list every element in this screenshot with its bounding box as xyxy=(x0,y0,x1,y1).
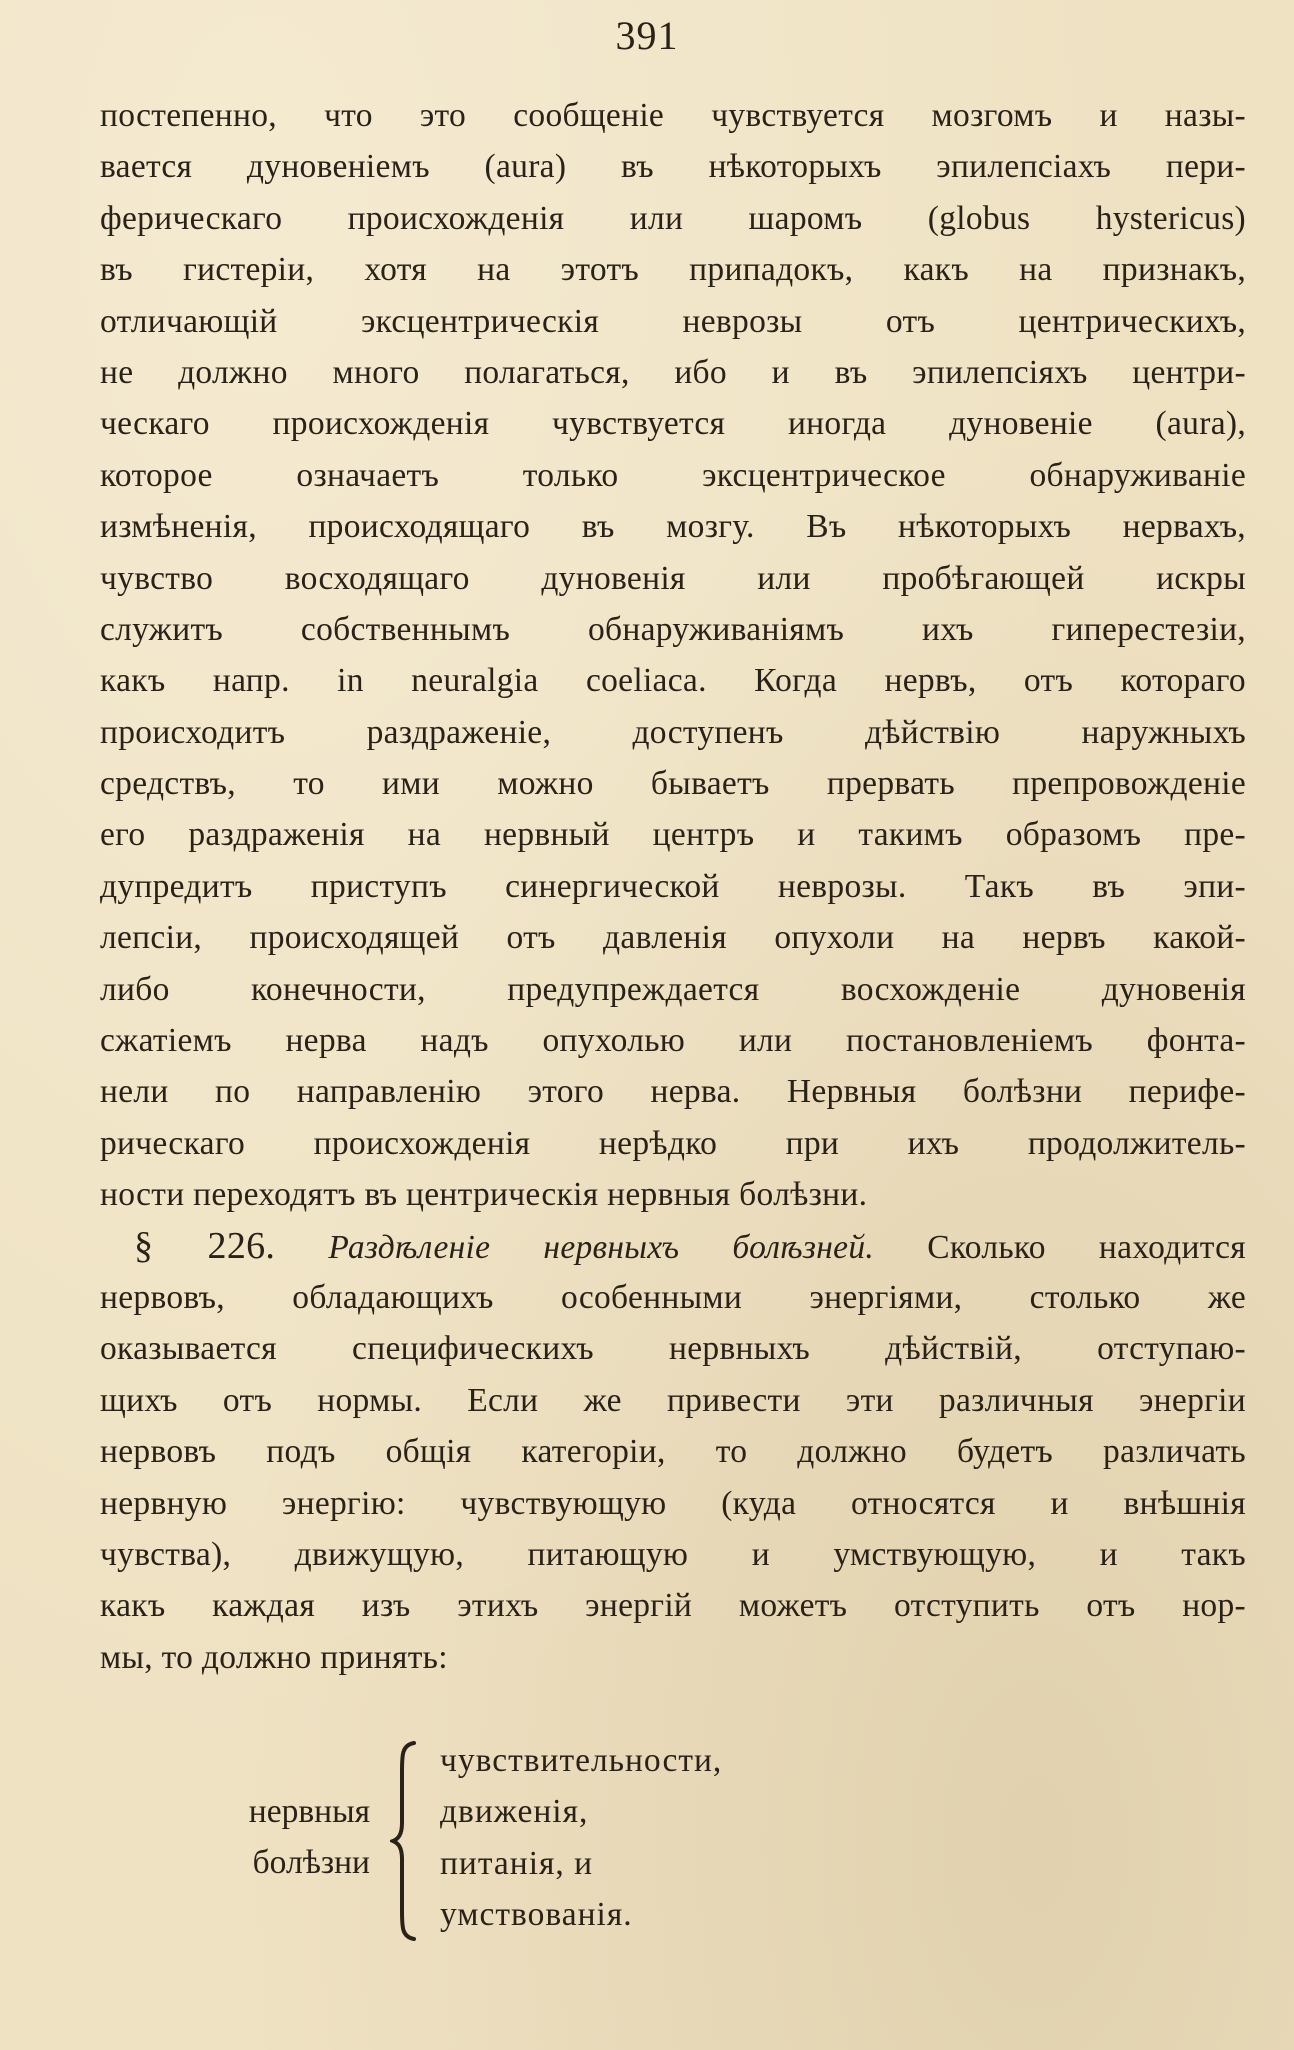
text-line: происходитъ раздраженіе, доступенъ дѣйствію наружныхъ xyxy=(100,713,1246,751)
text-line: въ гистеріи, хотя на этотъ припадокъ, какъ на признакъ, xyxy=(100,251,1246,289)
text-line: постепенно, что это сообщеніе чувствуется мозгомъ и назы- xyxy=(100,97,1246,134)
text-line: рическаго происхожденія нерѣдко при ихъ продолжитель- xyxy=(100,1124,1246,1162)
main-text xyxy=(100,90,1246,1683)
classification-item: питанія, и xyxy=(440,1844,594,1882)
text-line: измѣненія, происходящаго въ мозгу. Въ нѣкоторыхъ нервахъ, xyxy=(100,508,1246,546)
text-line: ности переходятъ въ центрическія нервныя болѣзни. xyxy=(100,1176,868,1214)
classification-items xyxy=(440,1735,722,1941)
text-line: нервовъ подъ общія категоріи, то должно будетъ различать xyxy=(100,1433,1246,1471)
text-line: дупредитъ приступъ синергической неврозы. Такъ въ эпи- xyxy=(100,867,1246,905)
classification-label-line2: болѣзни xyxy=(252,1844,370,1881)
classification-item: умствованія. xyxy=(440,1896,633,1934)
text-line: сжатіемъ нерва надъ опухолью или постановленіемъ фонта- xyxy=(100,1022,1246,1060)
text-line: какъ напр. in neuralgia coeliaca. Когда нервъ, отъ котораго xyxy=(100,662,1246,700)
classification-label-line1: нервныя xyxy=(248,1793,370,1830)
text-line: ферическаго происхожденія или шаромъ (globus hystericus) xyxy=(100,199,1246,237)
section-title: Раздѣленіе нервныхъ болѣзней. xyxy=(328,1228,875,1266)
section-first-line-text: Сколько находится xyxy=(927,1228,1246,1266)
text-line: лепсіи, происходящей отъ давленія опухоли на нервъ какой- xyxy=(100,919,1246,957)
text-line: чувства), движущую, питающую и умствующую, и такъ xyxy=(100,1535,1246,1573)
classification-item: движенія, xyxy=(440,1793,589,1831)
text-line: оказывается специфическихъ нервныхъ дѣйствій, отступаю- xyxy=(100,1330,1246,1368)
text-line: нели по направленію этого нерва. Нервныя болѣзни перифе- xyxy=(100,1073,1246,1111)
text-line: отличающій эксцентрическія неврозы отъ центрическихъ, xyxy=(100,302,1246,340)
text-line: щихъ отъ нормы. Если же привести эти различныя энергіи xyxy=(100,1381,1246,1419)
text-line: нервную энергію: чувствующую (куда относятся и внѣшнія xyxy=(100,1484,1246,1522)
text-line: нервовъ, обладающихъ особенными энергіями, столько же xyxy=(100,1278,1246,1316)
curly-brace-icon xyxy=(390,1741,420,1941)
classification-list xyxy=(200,1735,900,1945)
text-line: чувство восходящаго дуновенія или пробѣгающей искры xyxy=(100,559,1246,597)
text-line: средствъ, то ими можно бываетъ прервать препровожденіе xyxy=(100,765,1246,803)
text-line: служитъ собственнымъ обнаруживаніямъ ихъ гиперестезіи, xyxy=(100,610,1246,648)
text-line: какъ каждая изъ этихъ энергій можетъ отступить отъ нор- xyxy=(100,1587,1246,1625)
classification-item: чувствительности, xyxy=(440,1742,723,1779)
section-heading-line xyxy=(100,1221,1246,1272)
page-number: 391 xyxy=(615,13,679,58)
section-number: § 226. xyxy=(134,1224,276,1267)
text-line: не должно много полагаться, ибо и въ эпилепсіяхъ центри- xyxy=(100,353,1246,391)
text-line: либо конечности, предупреждается восхожденіе дуновенія xyxy=(100,970,1246,1008)
text-line: мы, то должно принять: xyxy=(100,1638,448,1676)
text-line: его раздраженія на нервный центръ и такимъ образомъ пре- xyxy=(100,816,1246,854)
text-line: вается дуновеніемъ (aura) въ нѣкоторыхъ эпилепсіахъ пери- xyxy=(100,148,1246,186)
text-line: которое означаетъ только эксцентрическое обнаруживаніе xyxy=(100,456,1246,494)
text-line: ческаго происхожденія чувствуется иногда дуновеніе (aura), xyxy=(100,405,1246,443)
